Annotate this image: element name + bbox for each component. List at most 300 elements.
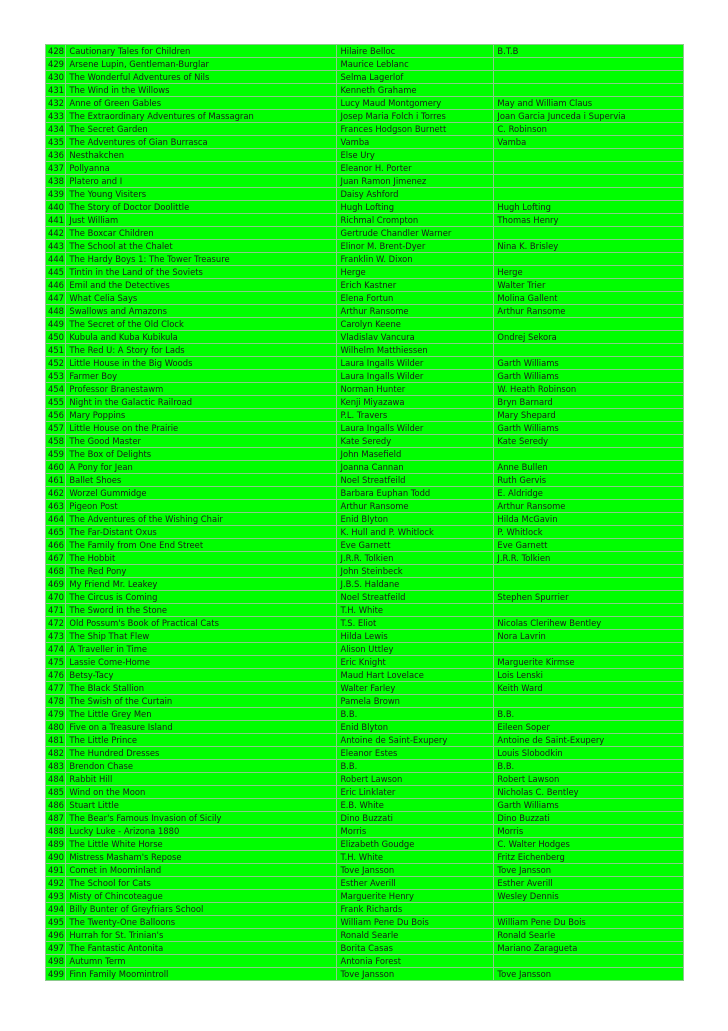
illustrator-cell	[494, 253, 684, 266]
table-row	[46, 929, 684, 942]
row-number-cell: 436	[46, 149, 66, 162]
illustrator-cell: Garth Williams	[494, 422, 684, 435]
title-cell: The Secret of the Old Clock	[66, 318, 337, 331]
illustrator-cell: Garth Williams	[494, 357, 684, 370]
row-number-cell: 469	[46, 578, 66, 591]
table-row	[46, 760, 684, 773]
title-cell: Billy Bunter of Greyfriars School	[66, 903, 337, 916]
table-row	[46, 136, 684, 149]
author-cell: Tove Jansson	[337, 864, 494, 877]
author-cell: P.L. Travers	[337, 409, 494, 422]
row-number-cell: 490	[46, 851, 66, 864]
row-number-cell: 446	[46, 279, 66, 292]
illustrator-cell: Garth Williams	[494, 799, 684, 812]
title-cell: The Good Master	[66, 435, 337, 448]
illustrator-cell	[494, 604, 684, 617]
table-row	[46, 84, 684, 97]
table-row	[46, 214, 684, 227]
author-cell: Joanna Cannan	[337, 461, 494, 474]
table-row	[46, 630, 684, 643]
author-cell: Herge	[337, 266, 494, 279]
table-row	[46, 71, 684, 84]
table-row	[46, 370, 684, 383]
author-cell: Robert Lawson	[337, 773, 494, 786]
table-row	[46, 708, 684, 721]
table-row	[46, 734, 684, 747]
table-body	[46, 45, 684, 981]
author-cell: Kenji Miyazawa	[337, 396, 494, 409]
table-row	[46, 669, 684, 682]
author-cell: Hilaire Belloc	[337, 45, 494, 58]
author-cell: J.B.S. Haldane	[337, 578, 494, 591]
row-number-cell: 435	[46, 136, 66, 149]
illustrator-cell: W. Heath Robinson	[494, 383, 684, 396]
author-cell: Borita Casas	[337, 942, 494, 955]
illustrator-cell: Antoine de Saint-Exupery	[494, 734, 684, 747]
row-number-cell: 484	[46, 773, 66, 786]
row-number-cell: 495	[46, 916, 66, 929]
title-cell: Swallows and Amazons	[66, 305, 337, 318]
author-cell: Elena Fortun	[337, 292, 494, 305]
author-cell: Vladislav Vancura	[337, 331, 494, 344]
table-row	[46, 500, 684, 513]
title-cell: The Circus is Coming	[66, 591, 337, 604]
illustrator-cell: B.B.	[494, 760, 684, 773]
title-cell: The Wonderful Adventures of Nils	[66, 71, 337, 84]
illustrator-cell: B.B.	[494, 708, 684, 721]
table-row	[46, 552, 684, 565]
title-cell: Betsy-Tacy	[66, 669, 337, 682]
title-cell: Just William	[66, 214, 337, 227]
table-row	[46, 461, 684, 474]
title-cell: Kubula and Kuba Kubikula	[66, 331, 337, 344]
author-cell: Selma Lagerlof	[337, 71, 494, 84]
illustrator-cell	[494, 318, 684, 331]
author-cell: Hilda Lewis	[337, 630, 494, 643]
row-number-cell: 453	[46, 370, 66, 383]
table-row	[46, 279, 684, 292]
title-cell: Old Possum's Book of Practical Cats	[66, 617, 337, 630]
table-row	[46, 877, 684, 890]
title-cell: Five on a Treasure Island	[66, 721, 337, 734]
illustrator-cell: Molina Gallent	[494, 292, 684, 305]
row-number-cell: 462	[46, 487, 66, 500]
illustrator-cell: Morris	[494, 825, 684, 838]
author-cell: Hugh Lofting	[337, 201, 494, 214]
table-row	[46, 825, 684, 838]
illustrator-cell	[494, 162, 684, 175]
illustrator-cell: Arthur Ransome	[494, 500, 684, 513]
illustrator-cell: C. Walter Hodges	[494, 838, 684, 851]
illustrator-cell: Anne Bullen	[494, 461, 684, 474]
row-number-cell: 444	[46, 253, 66, 266]
title-cell: Nesthakchen	[66, 149, 337, 162]
title-cell: Little House in the Big Woods	[66, 357, 337, 370]
illustrator-cell: Stephen Spurrier	[494, 591, 684, 604]
table-row	[46, 786, 684, 799]
row-number-cell: 448	[46, 305, 66, 318]
row-number-cell: 428	[46, 45, 66, 58]
table-row	[46, 97, 684, 110]
row-number-cell: 471	[46, 604, 66, 617]
illustrator-cell: Garth Williams	[494, 370, 684, 383]
title-cell: The Twenty-One Balloons	[66, 916, 337, 929]
title-cell: Wind on the Moon	[66, 786, 337, 799]
row-number-cell: 480	[46, 721, 66, 734]
illustrator-cell: May and William Claus	[494, 97, 684, 110]
title-cell: The Story of Doctor Doolittle	[66, 201, 337, 214]
table-row	[46, 773, 684, 786]
table-row	[46, 188, 684, 201]
illustrator-cell	[494, 565, 684, 578]
row-number-cell: 455	[46, 396, 66, 409]
title-cell: Mistress Masham's Repose	[66, 851, 337, 864]
illustrator-cell: Mary Shepard	[494, 409, 684, 422]
illustrator-cell: Tove Jansson	[494, 864, 684, 877]
row-number-cell: 494	[46, 903, 66, 916]
author-cell: Frances Hodgson Burnett	[337, 123, 494, 136]
row-number-cell: 472	[46, 617, 66, 630]
author-cell: Erich Kastner	[337, 279, 494, 292]
title-cell: The Extraordinary Adventures of Massagran	[66, 110, 337, 123]
table-row	[46, 240, 684, 253]
author-cell: Laura Ingalls Wilder	[337, 357, 494, 370]
illustrator-cell: Vamba	[494, 136, 684, 149]
author-cell: Richmal Crompton	[337, 214, 494, 227]
author-cell: Eleanor H. Porter	[337, 162, 494, 175]
table-row	[46, 942, 684, 955]
title-cell: The Family from One End Street	[66, 539, 337, 552]
author-cell: Enid Blyton	[337, 513, 494, 526]
title-cell: The Wind in the Willows	[66, 84, 337, 97]
illustrator-cell: William Pene Du Bois	[494, 916, 684, 929]
illustrator-cell: Eve Garnett	[494, 539, 684, 552]
author-cell: Antonia Forest	[337, 955, 494, 968]
title-cell: Arsene Lupin, Gentleman-Burglar	[66, 58, 337, 71]
title-cell: Ballet Shoes	[66, 474, 337, 487]
title-cell: The Red U: A Story for Lads	[66, 344, 337, 357]
illustrator-cell	[494, 58, 684, 71]
title-cell: Misty of Chincoteague	[66, 890, 337, 903]
illustrator-cell: Walter Trier	[494, 279, 684, 292]
title-cell: My Friend Mr. Leakey	[66, 578, 337, 591]
row-number-cell: 456	[46, 409, 66, 422]
table-row	[46, 474, 684, 487]
row-number-cell: 467	[46, 552, 66, 565]
title-cell: The Little Grey Men	[66, 708, 337, 721]
author-cell: Tove Jansson	[337, 968, 494, 981]
illustrator-cell	[494, 149, 684, 162]
table-row	[46, 253, 684, 266]
table-row	[46, 201, 684, 214]
author-cell: Maurice Leblanc	[337, 58, 494, 71]
table-row	[46, 851, 684, 864]
row-number-cell: 476	[46, 669, 66, 682]
row-number-cell: 497	[46, 942, 66, 955]
title-cell: Night in the Galactic Railroad	[66, 396, 337, 409]
title-cell: Worzel Gummidge	[66, 487, 337, 500]
illustrator-cell: Dino Buzzati	[494, 812, 684, 825]
title-cell: The Ship That Flew	[66, 630, 337, 643]
row-number-cell: 464	[46, 513, 66, 526]
illustrator-cell: Thomas Henry	[494, 214, 684, 227]
illustrator-cell	[494, 955, 684, 968]
author-cell: E.B. White	[337, 799, 494, 812]
title-cell: The Little White Horse	[66, 838, 337, 851]
row-number-cell: 483	[46, 760, 66, 773]
table-row	[46, 591, 684, 604]
row-number-cell: 474	[46, 643, 66, 656]
title-cell: The Little Prince	[66, 734, 337, 747]
title-cell: The School at the Chalet	[66, 240, 337, 253]
row-number-cell: 478	[46, 695, 66, 708]
title-cell: Pigeon Post	[66, 500, 337, 513]
author-cell: John Masefield	[337, 448, 494, 461]
author-cell: Juan Ramon Jimenez	[337, 175, 494, 188]
row-number-cell: 439	[46, 188, 66, 201]
table-row	[46, 175, 684, 188]
illustrator-cell	[494, 227, 684, 240]
title-cell: The Hobbit	[66, 552, 337, 565]
title-cell: Autumn Term	[66, 955, 337, 968]
title-cell: The Adventures of the Wishing Chair	[66, 513, 337, 526]
table-row	[46, 916, 684, 929]
row-number-cell: 481	[46, 734, 66, 747]
title-cell: What Celia Says	[66, 292, 337, 305]
table-row	[46, 383, 684, 396]
author-cell: Kate Seredy	[337, 435, 494, 448]
table-row	[46, 448, 684, 461]
title-cell: Lucky Luke - Arizona 1880	[66, 825, 337, 838]
table-row	[46, 656, 684, 669]
illustrator-cell	[494, 903, 684, 916]
row-number-cell: 452	[46, 357, 66, 370]
author-cell: Franklin W. Dixon	[337, 253, 494, 266]
title-cell: A Traveller in Time	[66, 643, 337, 656]
author-cell: Daisy Ashford	[337, 188, 494, 201]
title-cell: Platero and I	[66, 175, 337, 188]
illustrator-cell: Arthur Ransome	[494, 305, 684, 318]
title-cell: The Bear's Famous Invasion of Sicily	[66, 812, 337, 825]
row-number-cell: 441	[46, 214, 66, 227]
title-cell: The Adventures of Gian Burrasca	[66, 136, 337, 149]
table-row	[46, 487, 684, 500]
author-cell: Pamela Brown	[337, 695, 494, 708]
illustrator-cell	[494, 578, 684, 591]
author-cell: Alison Uttley	[337, 643, 494, 656]
title-cell: The Hardy Boys 1: The Tower Treasure	[66, 253, 337, 266]
title-cell: The Swish of the Curtain	[66, 695, 337, 708]
table-row	[46, 604, 684, 617]
illustrator-cell	[494, 695, 684, 708]
illustrator-cell: Mariano Zaragueta	[494, 942, 684, 955]
illustrator-cell: Ronald Searle	[494, 929, 684, 942]
title-cell: Comet in Moominland	[66, 864, 337, 877]
row-number-cell: 443	[46, 240, 66, 253]
table-row	[46, 539, 684, 552]
row-number-cell: 438	[46, 175, 66, 188]
author-cell: Frank Richards	[337, 903, 494, 916]
illustrator-cell: Nicolas Clerihew Bentley	[494, 617, 684, 630]
table-row	[46, 396, 684, 409]
illustrator-cell	[494, 344, 684, 357]
title-cell: The Red Pony	[66, 565, 337, 578]
table-row	[46, 526, 684, 539]
illustrator-cell	[494, 643, 684, 656]
table-row	[46, 695, 684, 708]
table-row	[46, 162, 684, 175]
row-number-cell: 499	[46, 968, 66, 981]
row-number-cell: 477	[46, 682, 66, 695]
table-row	[46, 799, 684, 812]
title-cell: The Fantastic Antonita	[66, 942, 337, 955]
illustrator-cell: Tove Jansson	[494, 968, 684, 981]
illustrator-cell: Kate Seredy	[494, 435, 684, 448]
title-cell: Brendon Chase	[66, 760, 337, 773]
title-cell: Farmer Boy	[66, 370, 337, 383]
row-number-cell: 432	[46, 97, 66, 110]
table-row	[46, 292, 684, 305]
author-cell: Lucy Maud Montgomery	[337, 97, 494, 110]
title-cell: The Hundred Dresses	[66, 747, 337, 760]
author-cell: Antoine de Saint-Exupery	[337, 734, 494, 747]
table-row	[46, 903, 684, 916]
title-cell: The Sword in the Stone	[66, 604, 337, 617]
row-number-cell: 445	[46, 266, 66, 279]
row-number-cell: 486	[46, 799, 66, 812]
row-number-cell: 447	[46, 292, 66, 305]
table-row	[46, 45, 684, 58]
author-cell: K. Hull and P. Whitlock	[337, 526, 494, 539]
row-number-cell: 470	[46, 591, 66, 604]
row-number-cell: 466	[46, 539, 66, 552]
author-cell: Ronald Searle	[337, 929, 494, 942]
illustrator-cell	[494, 71, 684, 84]
row-number-cell: 482	[46, 747, 66, 760]
table-row	[46, 890, 684, 903]
row-number-cell: 437	[46, 162, 66, 175]
title-cell: A Pony for Jean	[66, 461, 337, 474]
title-cell: Lassie Come-Home	[66, 656, 337, 669]
author-cell: T.S. Eliot	[337, 617, 494, 630]
author-cell: Kenneth Grahame	[337, 84, 494, 97]
row-number-cell: 485	[46, 786, 66, 799]
table-row	[46, 266, 684, 279]
title-cell: Rabbit Hill	[66, 773, 337, 786]
title-cell: Finn Family Moomintroll	[66, 968, 337, 981]
author-cell: Eleanor Estes	[337, 747, 494, 760]
table-row	[46, 409, 684, 422]
row-number-cell: 465	[46, 526, 66, 539]
title-cell: Tintin in the Land of the Soviets	[66, 266, 337, 279]
author-cell: Morris	[337, 825, 494, 838]
author-cell: T.H. White	[337, 851, 494, 864]
illustrator-cell	[494, 84, 684, 97]
row-number-cell: 461	[46, 474, 66, 487]
row-number-cell: 460	[46, 461, 66, 474]
illustrator-cell	[494, 448, 684, 461]
row-number-cell: 498	[46, 955, 66, 968]
row-number-cell: 493	[46, 890, 66, 903]
author-cell: Barbara Euphan Todd	[337, 487, 494, 500]
illustrator-cell	[494, 188, 684, 201]
illustrator-cell: Bryn Barnard	[494, 396, 684, 409]
title-cell: Stuart Little	[66, 799, 337, 812]
illustrator-cell: Wesley Dennis	[494, 890, 684, 903]
illustrator-cell: B.T.B	[494, 45, 684, 58]
illustrator-cell: Hugh Lofting	[494, 201, 684, 214]
author-cell: B.B.	[337, 760, 494, 773]
row-number-cell: 458	[46, 435, 66, 448]
illustrator-cell: Fritz Eichenberg	[494, 851, 684, 864]
illustrator-cell: C. Robinson	[494, 123, 684, 136]
illustrator-cell: P. Whitlock	[494, 526, 684, 539]
author-cell: Laura Ingalls Wilder	[337, 422, 494, 435]
illustrator-cell: Robert Lawson	[494, 773, 684, 786]
table-row	[46, 565, 684, 578]
row-number-cell: 496	[46, 929, 66, 942]
table-row	[46, 110, 684, 123]
illustrator-cell: E. Aldridge	[494, 487, 684, 500]
author-cell: Else Ury	[337, 149, 494, 162]
author-cell: Elizabeth Goudge	[337, 838, 494, 851]
illustrator-cell: Esther Averill	[494, 877, 684, 890]
title-cell: Cautionary Tales for Children	[66, 45, 337, 58]
table-row	[46, 331, 684, 344]
author-cell: Vamba	[337, 136, 494, 149]
illustrator-cell: Nora Lavrin	[494, 630, 684, 643]
title-cell: The School for Cats	[66, 877, 337, 890]
illustrator-cell: J.R.R. Tolkien	[494, 552, 684, 565]
row-number-cell: 489	[46, 838, 66, 851]
author-cell: Marguerite Henry	[337, 890, 494, 903]
author-cell: William Pene Du Bois	[337, 916, 494, 929]
author-cell: Walter Farley	[337, 682, 494, 695]
illustrator-cell: Keith Ward	[494, 682, 684, 695]
title-cell: The Black Stallion	[66, 682, 337, 695]
author-cell: Norman Hunter	[337, 383, 494, 396]
author-cell: Eric Knight	[337, 656, 494, 669]
author-cell: John Steinbeck	[337, 565, 494, 578]
illustrator-cell: Louis Slobodkin	[494, 747, 684, 760]
illustrator-cell: Herge	[494, 266, 684, 279]
row-number-cell: 433	[46, 110, 66, 123]
illustrator-cell	[494, 175, 684, 188]
table-row	[46, 812, 684, 825]
row-number-cell: 442	[46, 227, 66, 240]
row-number-cell: 457	[46, 422, 66, 435]
title-cell: Pollyanna	[66, 162, 337, 175]
row-number-cell: 491	[46, 864, 66, 877]
title-cell: Professor Branestawm	[66, 383, 337, 396]
title-cell: The Young Visiters	[66, 188, 337, 201]
table-row	[46, 149, 684, 162]
table-row	[46, 435, 684, 448]
row-number-cell: 451	[46, 344, 66, 357]
title-cell: Hurrah for St. Trinian's	[66, 929, 337, 942]
author-cell: Eve Garnett	[337, 539, 494, 552]
table-row	[46, 955, 684, 968]
row-number-cell: 449	[46, 318, 66, 331]
table-row	[46, 123, 684, 136]
title-cell: The Box of Delights	[66, 448, 337, 461]
row-number-cell: 450	[46, 331, 66, 344]
table-row	[46, 682, 684, 695]
author-cell: Gertrude Chandler Warner	[337, 227, 494, 240]
author-cell: Eric Linklater	[337, 786, 494, 799]
table-row	[46, 721, 684, 734]
author-cell: Wilhelm Matthiessen	[337, 344, 494, 357]
